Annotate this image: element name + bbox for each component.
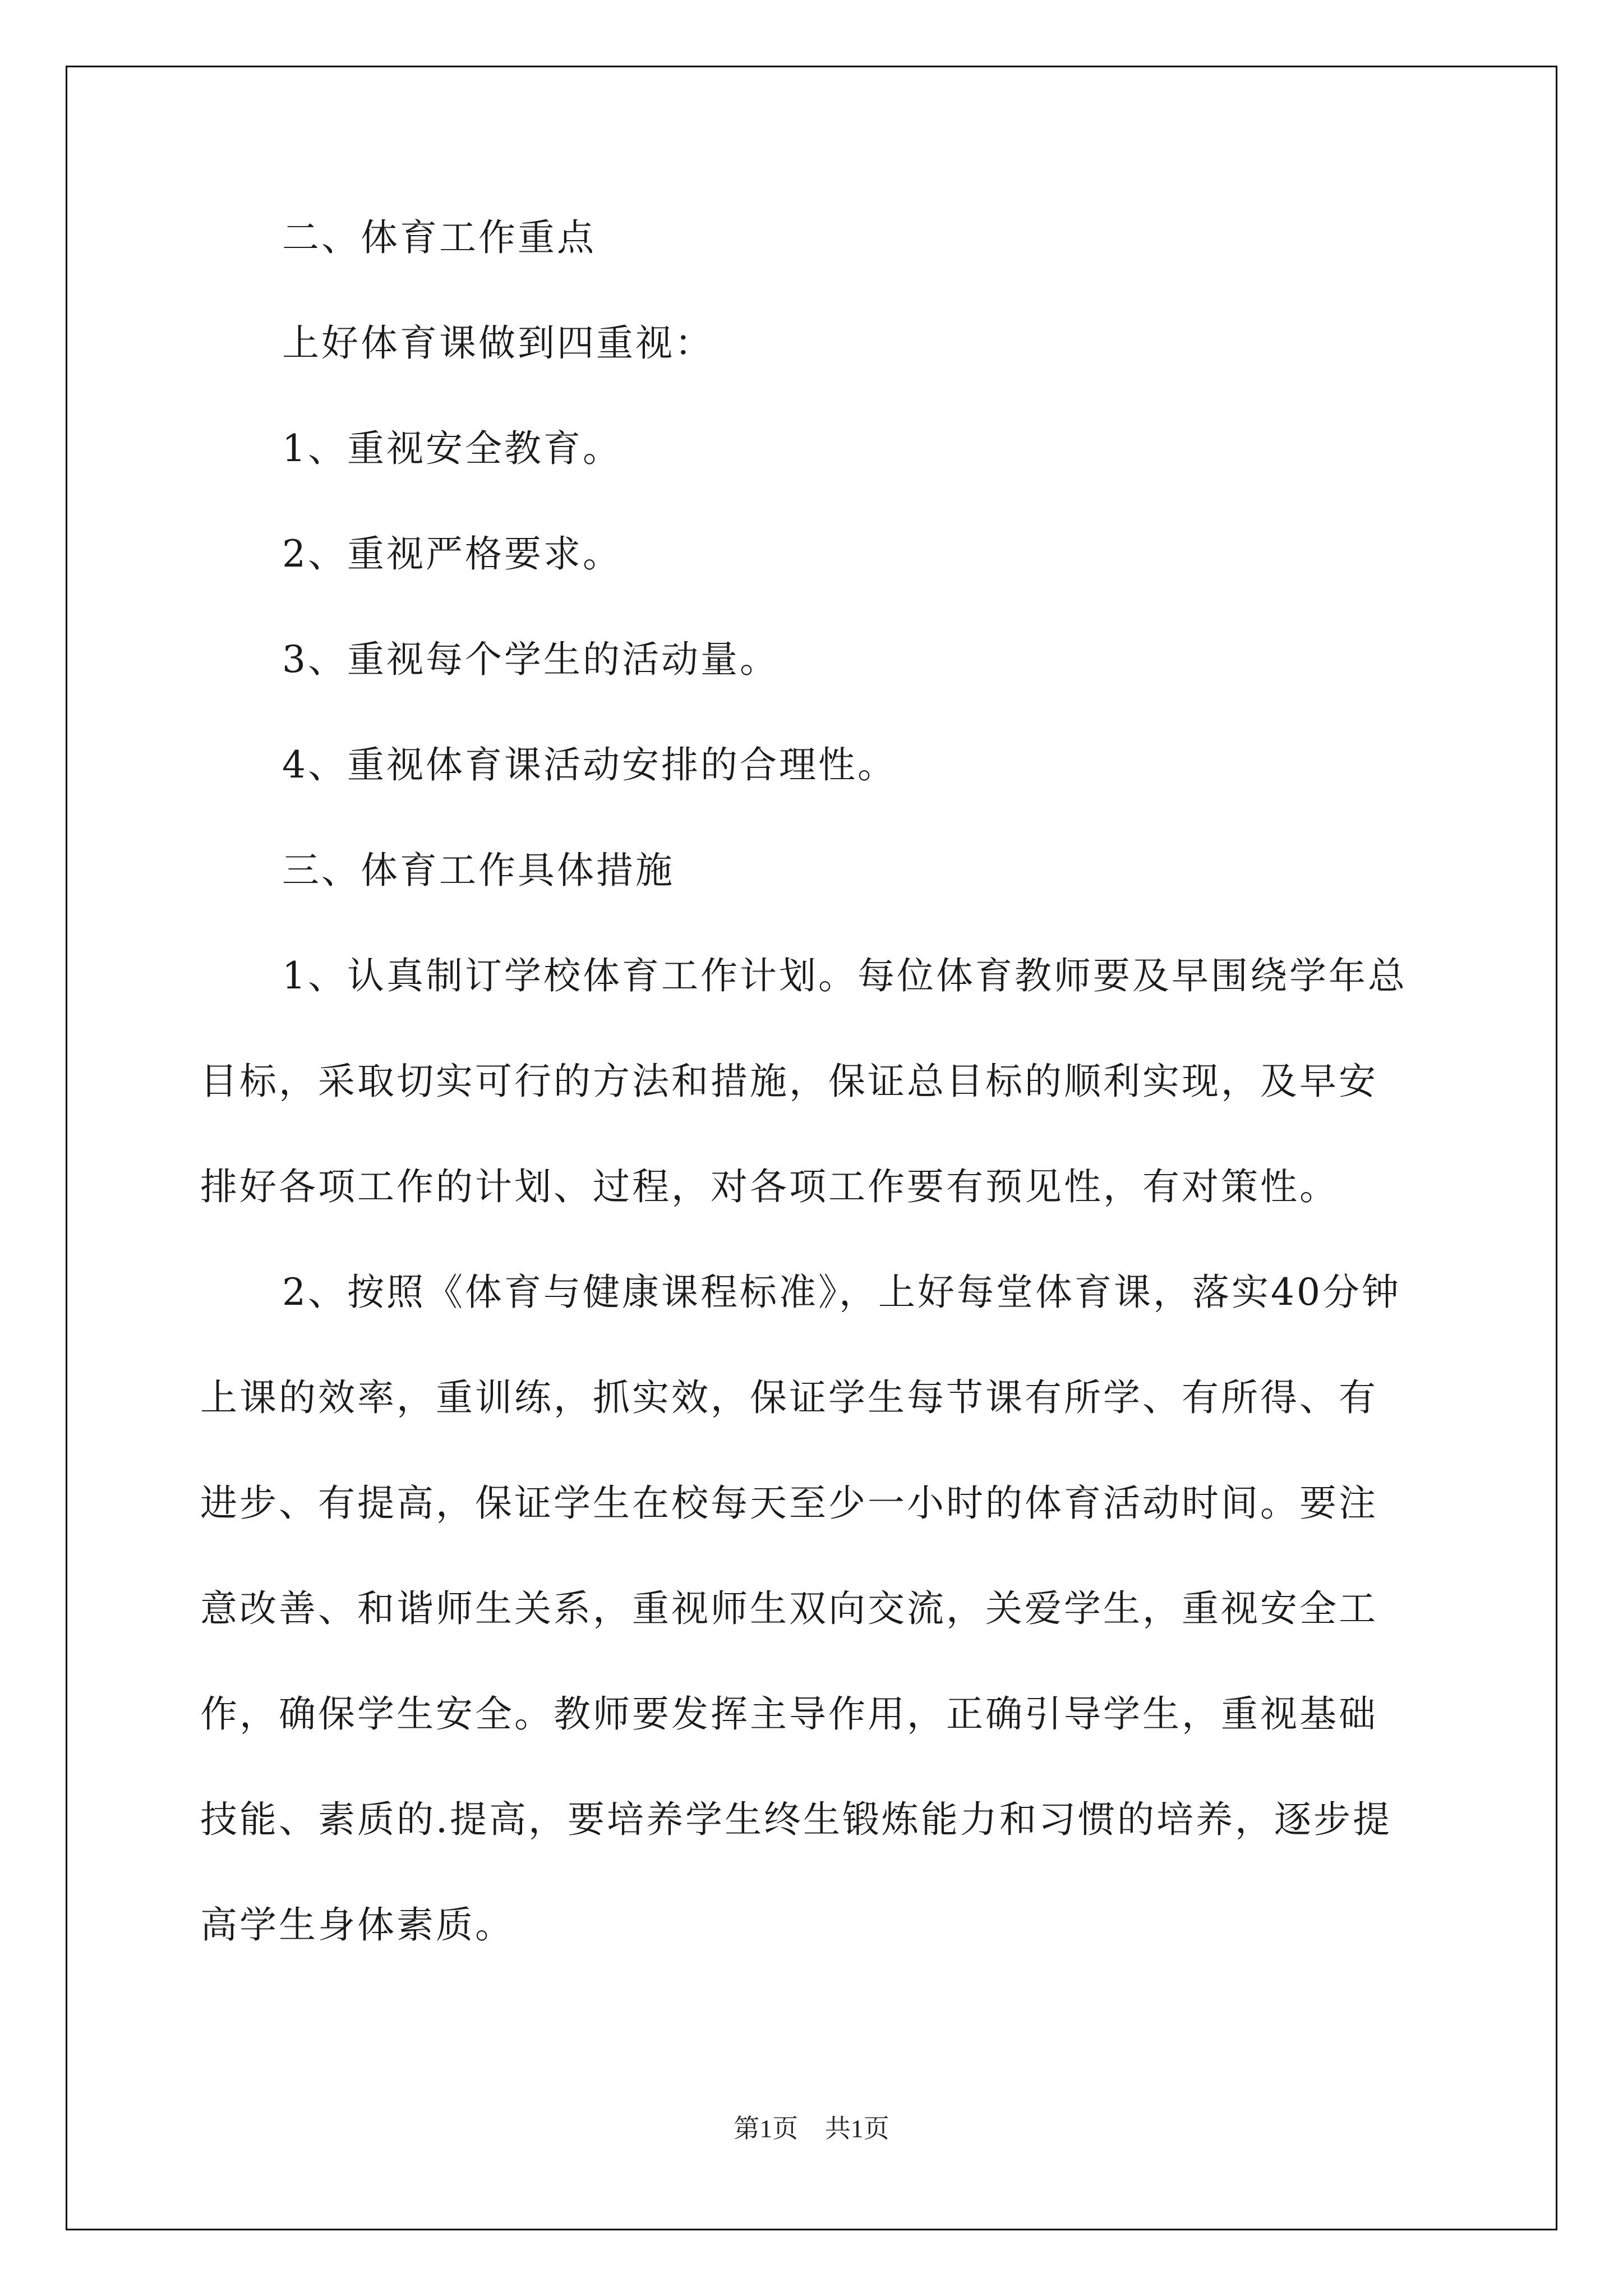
- page-number: 第1页: [734, 2114, 799, 2143]
- paragraph-line: 作，确保学生安全。教师要发挥主导作用，正确引导学生，重视基础: [200, 1692, 1378, 1736]
- paragraph-line: 进步、有提高，保证学生在校每天至少一小时的体育活动时间。要注: [200, 1481, 1378, 1525]
- list-item: 3、重视每个学生的活动量。: [282, 638, 779, 681]
- list-item: 4、重视体育课活动安排的合理性。: [282, 743, 897, 786]
- paragraph-line: 高学生身体素质。: [200, 1903, 514, 1947]
- paragraph-line: 上课的效率，重训练，抓实效，保证学生每节课有所学、有所得、有: [200, 1376, 1378, 1419]
- paragraph-line: 目标，采取切实可行的方法和措施，保证总目标的顺利实现，及早安: [200, 1060, 1378, 1103]
- paragraph-line: 排好各项工作的计划、过程，对各项工作要有预见性，有对策性。: [200, 1165, 1339, 1208]
- paragraph-line: 1、认真制订学校体育工作计划。每位体育教师要及早围绕学年总: [282, 954, 1407, 997]
- page-total: 共1页: [824, 2114, 889, 2143]
- list-item: 2、重视严格要求。: [282, 532, 622, 576]
- paragraph-line: 技能、素质的.提高，要培养学生终生锻炼能力和习惯的培养，逐步提: [200, 1798, 1392, 1841]
- paragraph-line: 2、按照《体育与健康课程标准》，上好每堂体育课，落实40分钟: [282, 1271, 1401, 1314]
- page-footer: [0, 2108, 1623, 2145]
- paragraph-line: 上好体育课做到四重视：: [282, 321, 714, 365]
- document-body: [200, 185, 1434, 1978]
- list-item: 1、重视安全教育。: [282, 427, 622, 470]
- paragraph-line: 意改善、和谐师生关系，重视师生双向交流，关爱学生，重视安全工: [200, 1587, 1378, 1630]
- section-heading: 三、体育工作具体措施: [282, 849, 675, 892]
- section-heading: 二、体育工作重点: [282, 216, 596, 259]
